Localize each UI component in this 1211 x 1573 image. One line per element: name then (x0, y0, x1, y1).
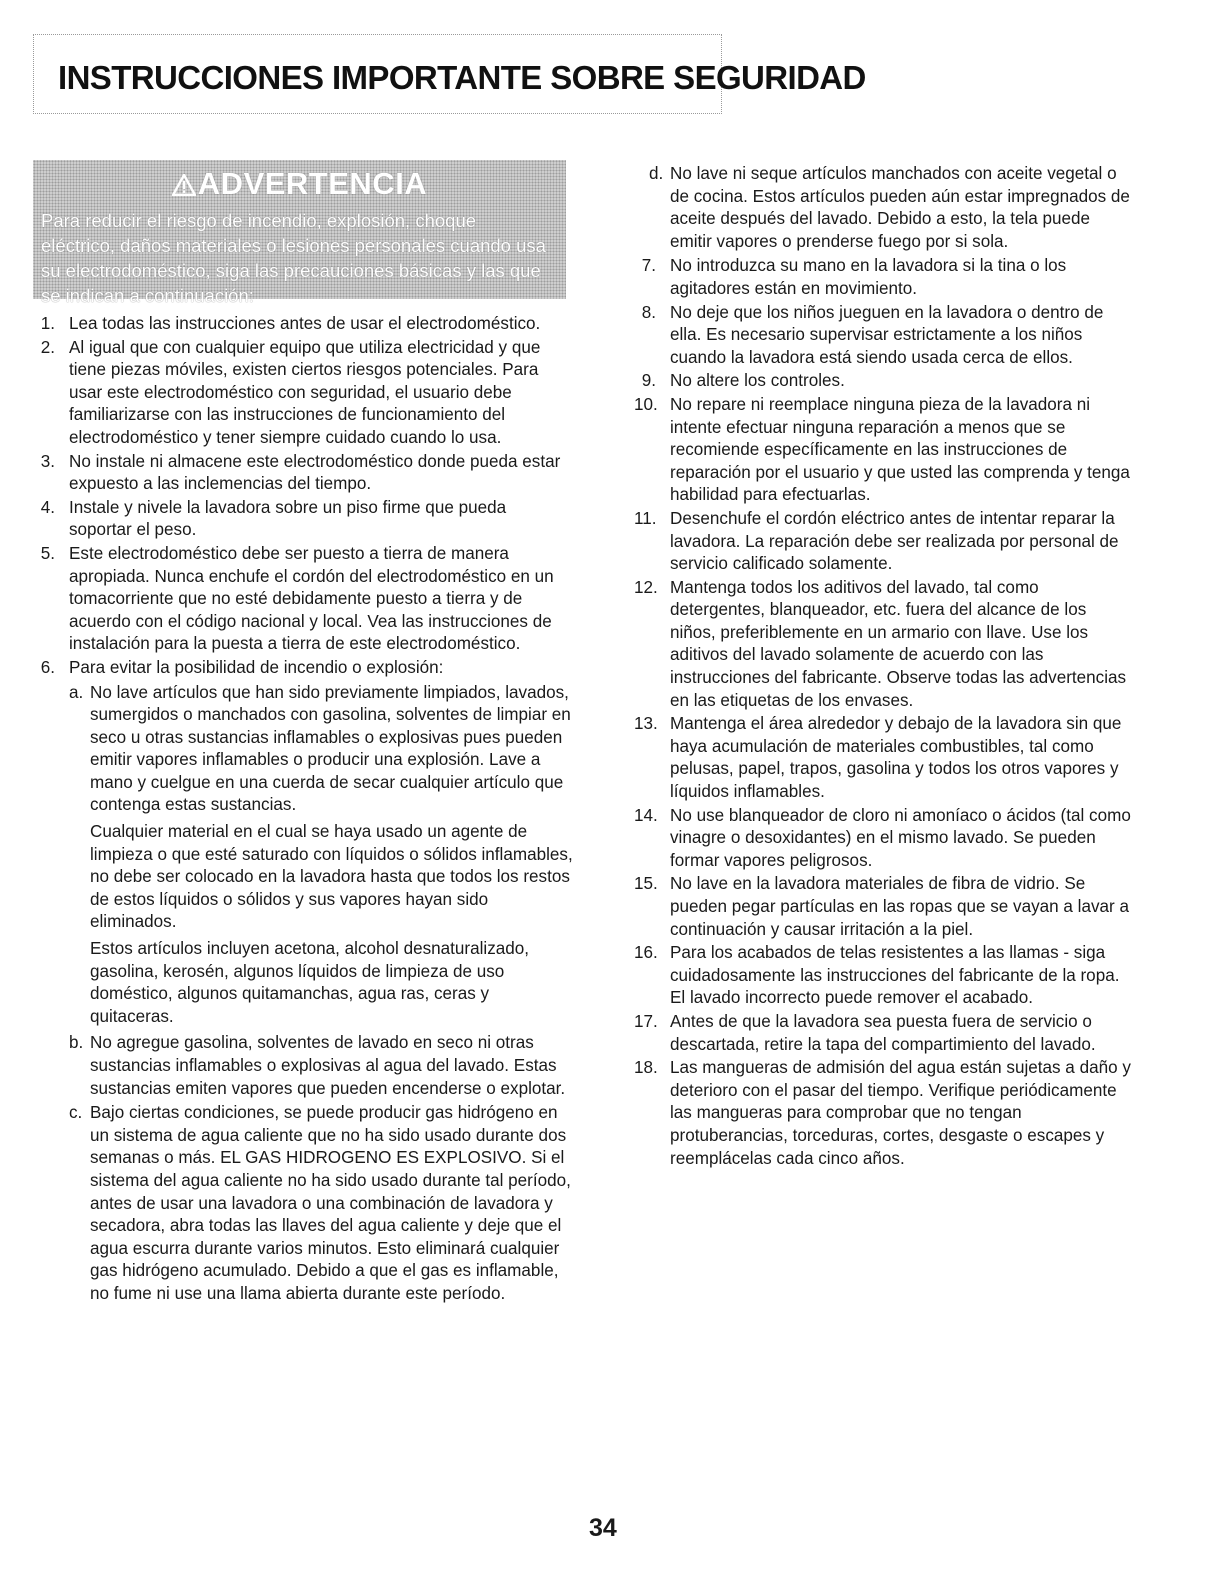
item-number: 15. (634, 874, 658, 894)
item-number: 14. (634, 805, 658, 825)
item-text: Para los acabados de telas resistentes a las llamas - siga cuidadosamente las instrucciones del fabricante de la ropa. El lavado incorrecto puede remover el acabado. (670, 943, 1120, 1008)
item-number: 16. (634, 943, 658, 963)
item-number: 5. (40, 543, 55, 563)
list-item (634, 1011, 1134, 1056)
list-item (33, 313, 573, 336)
item-number: 8. (641, 302, 656, 322)
list-item (634, 370, 1134, 393)
item-text: No instale ni almacene este electrodoméstico donde pueda estar expuesto a las inclemencias del tiempo. (69, 451, 561, 494)
item-text: No use blanqueador de cloro ni amoníaco o ácidos (tal como vinagre o desoxidantes) en el mismo lavado. Se pueden formar vapores peligrosos. (670, 805, 1131, 870)
item-text: No introduzca su mano en la lavadora si la tina o los agitadores están en movimiento. (670, 256, 1067, 298)
sub-item-c (69, 1102, 573, 1305)
item-number: 18. (634, 1058, 658, 1078)
warning-triangle-icon (172, 168, 196, 204)
item-number: 10. (634, 394, 658, 414)
list-item (33, 543, 573, 656)
right-column (634, 163, 1134, 1171)
item-text: No altere los controles. (670, 371, 845, 391)
item-text: Antes de que la lavadora sea puesta fuera de servicio o descartada, retire la tapa del compartimiento del lavado. (670, 1011, 1096, 1054)
list-item (634, 255, 1134, 300)
sub-letter: d. (649, 164, 664, 183)
page-number: 34 (589, 1514, 617, 1542)
warning-box (33, 160, 566, 306)
sub-item-b (69, 1032, 573, 1100)
sub-text: No agregue gasolina, solventes de lavado en seco ni otras sustancias inflamables o explosivas al agua del lavado. Estas sustancias emiten vapores que pueden encenderse o explotar. (90, 1033, 566, 1098)
sub-letter: c. (69, 1103, 83, 1123)
list-item (634, 713, 1134, 803)
item-number: 6. (40, 657, 55, 677)
item-text: Para evitar la posibilidad de incendio o explosión: (69, 657, 444, 677)
item-text: Lea todas las instrucciones antes de usar el electrodoméstico. (69, 314, 541, 333)
sub-paragraph: Cualquier material en el cual se haya usado un agente de limpieza o que esté saturado con líquidos o sólidos inflamables, no debe ser colocado en la lavadora hasta que todos los restos de estos líquidos o sólidos y sus vapores hayan sido eliminados. (90, 822, 573, 932)
item-number: 9. (641, 371, 656, 391)
list-item (33, 657, 573, 1306)
list-item (634, 394, 1134, 507)
sub-letter: a. (69, 682, 84, 702)
item-text: No deje que los niños jueguen en la lavadora o dentro de ella. Es necesario supervisar estrictamente a los niños cuando la lavadora está siendo usada cerca de ellos. (670, 302, 1104, 367)
list-item (634, 302, 1134, 370)
item-text: Las mangueras de admisión del agua están sujetas a daño y deterioro con el pasar del tiempo. Verifique periódicamente las mangueras para comprobar que no tengan protuberancias, torceduras, cortes, desgaste o escapes y reemplácelas cada cinco años. (670, 1058, 1131, 1168)
sub-letter: b. (69, 1033, 84, 1053)
warning-heading (33, 166, 566, 204)
title-box (33, 34, 866, 114)
sub-item-d (649, 163, 1134, 253)
sub-text: No lave ni seque artículos manchados con aceite vegetal o de cocina. Estos artículos pueden aún estar impregnados de aceite después del lavado. Debido a esto, la tela puede emitir vapores o prenderse fuego por si sola. (670, 164, 1130, 251)
sub-text: Bajo ciertas condiciones, se puede producir gas hidrógeno en un sistema de agua caliente que no ha sido usado durante dos semanas o más. EL GAS HIDROGENO ES EXPLOSIVO. Si el sistema del agua caliente no ha sido usado durante tal período, antes de usar una lavadora o una combinación de lavadora y secadora, abra todas las llaves del agua caliente y deje que el agua escurra durante varios minutos. Esto eliminará cualquier gas hidrógeno acumulado. Debido a que el gas es inflamable, no fume ni use una llama abierta durante este período. (90, 1103, 571, 1303)
item-number: 7. (641, 256, 656, 276)
item-number: 12. (634, 577, 658, 597)
item-number: 2. (40, 337, 55, 357)
list-item (634, 873, 1134, 941)
item-text: Mantenga el área alrededor y debajo de la lavadora sin que haya acumulación de materiales combustibles, tal como pelusas, papel, trapos, gasolina y todos los otros vapores y líquidos inflamables. (670, 714, 1122, 802)
item-number: 1. (40, 314, 55, 333)
sublist (69, 682, 573, 1306)
item-text: Mantenga todos los aditivos del lavado, tal como detergentes, blanqueador, etc. fuera del alcance de los niños, preferiblemente en un armario con llave. Use los aditivos del lavado solamente de acuerdo con las instrucciones del fabricante. Observe todas las advertencias en las etiquetas de los envases. (670, 577, 1127, 710)
sub-paragraph: No lave artículos que han sido previamente limpiados, lavados, sumergidos o manchados con gasolina, solventes de limpiar en seco u otras sustancias inflamables o explosivas pues pueden emitir vapores inflamables o producir una explosión. Lave a mano y cuelgue en una cuerda de secar cualquier artículo que contenga estas sustancias. (90, 682, 571, 815)
item-text: Este electrodoméstico debe ser puesto a tierra de manera apropiada. Nunca enchufe el cordón del electrodoméstico en un tomacorriente que no esté debidamente puesto a tierra y de acuerdo con el código nacional y local. Vea las instrucciones de instalación para la puesta a tierra de este electrodoméstico. (69, 543, 554, 654)
page-title: INSTRUCCIONES IMPORTANTE SOBRE SEGURIDAD (58, 59, 866, 96)
list-item (33, 337, 573, 450)
item-number: 3. (40, 451, 55, 471)
list-item (634, 1057, 1134, 1170)
list-item (634, 805, 1134, 873)
item-number: 4. (40, 497, 55, 517)
list-item (634, 577, 1134, 713)
warning-heading-text: ADVERTENCIA (197, 166, 428, 201)
item-text: Al igual que con cualquier equipo que utiliza electricidad y que tiene piezas móviles, existen ciertos riesgos potenciales. Para usar este electrodoméstico con seguridad, el usuario debe familiarizarse con las instrucciones de funcionamiento del electrodoméstico y tener siempre cuidado cuando lo usa. (69, 337, 541, 447)
sub-item-a (69, 682, 573, 1029)
item-text: Instale y nivele la lavadora sobre un piso firme que pueda soportar el peso. (69, 497, 507, 540)
list-item (33, 497, 573, 542)
list-item (33, 451, 573, 496)
item-text: No lave en la lavadora materiales de fibra de vidrio. Se pueden pegar partículas en las ropas que se vayan a lavar a continuación y causar irritación a la piel. (670, 874, 1129, 939)
item-number: 17. (634, 1011, 658, 1031)
item-text: No repare ni reemplace ninguna pieza de la lavadora ni intente efectuar ninguna reparación a menos que se recomiende específicamente en las instrucciones de reparación por el usuario y que usted las comprenda y tenga habilidad para efectuarlas. (670, 394, 1130, 505)
sub-paragraph: Estos artículos incluyen acetona, alcohol desnaturalizado, gasolina, kerosén, algunos líquidos de limpieza de uso doméstico, algunos quitamanchas, agua ras, ceras y quitaceras. (90, 939, 530, 1026)
item-text: Desenchufe el cordón eléctrico antes de intentar reparar la lavadora. La reparación debe ser realizada por personal de servicio calificado solamente. (670, 508, 1119, 574)
warning-text: Para reducir el riesgo de incendio, explosión, choque eléctrico, daños materiales o lesiones personales cuando usa su electrodoméstico, siga las precauciones básicas y las que se indican a continuación: (41, 210, 546, 306)
left-column (33, 313, 573, 1308)
list-item (634, 508, 1134, 576)
list-item (634, 942, 1134, 1010)
item-number: 11. (634, 508, 657, 528)
item-number: 13. (634, 714, 658, 734)
